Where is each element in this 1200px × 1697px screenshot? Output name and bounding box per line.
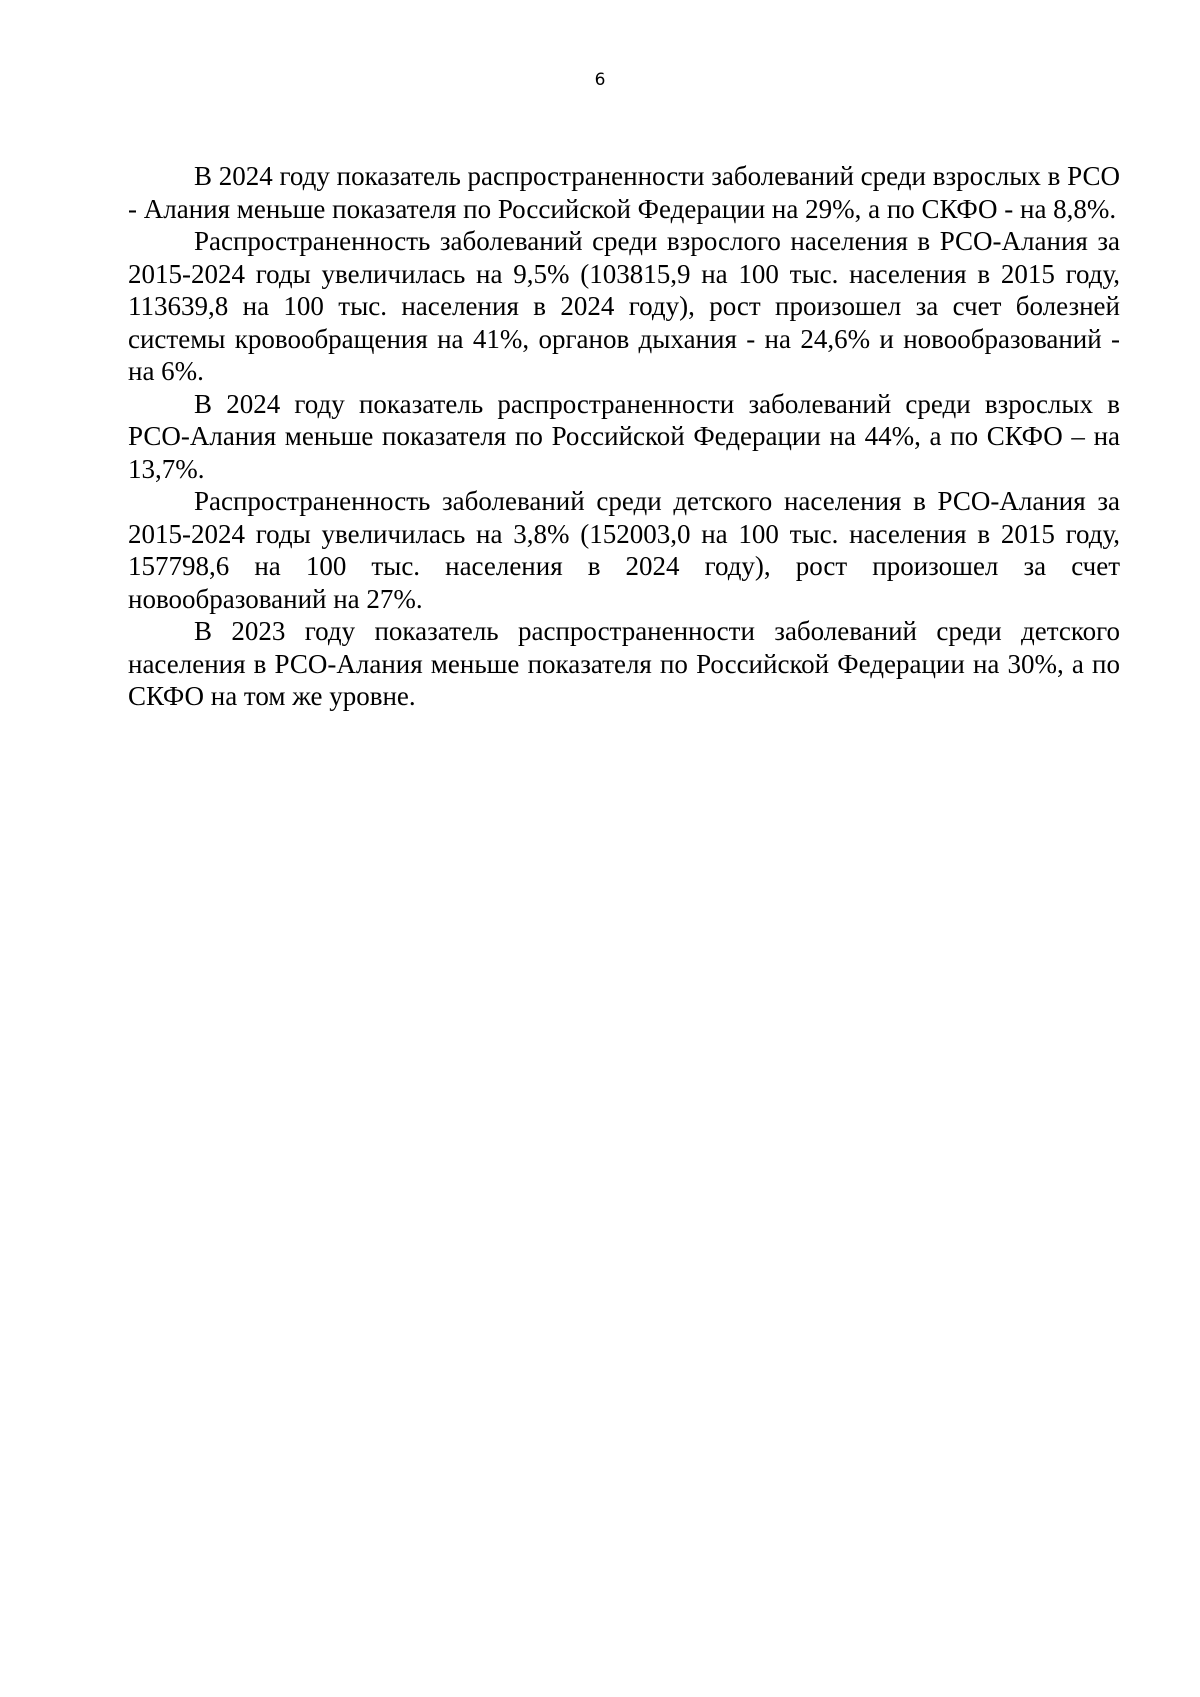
paragraph-adult-prevalence-2024-skfo: В 2024 году показатель распространенности заболеваний среди взрослых в РСО-Алания меньше показателя по Российской Федерации на 44%, а по СКФО – на 13,7%. bbox=[128, 388, 1120, 484]
paragraph-adult-prevalence-2024-rf: В 2024 году показатель распространенности заболеваний среди взрослых в РСО - Алания меньше показателя по Российской Федерации на 29%, а по СКФО - на 8,8%. bbox=[128, 161, 1121, 224]
paragraph-child-prevalence-2023: В 2023 году показатель распространенности заболеваний среди детского населения в РСО-Алания меньше показателя по Российской Федерации на 30%, а по СКФО на том же уровне. bbox=[128, 616, 1120, 711]
document-body bbox=[128, 160, 1120, 713]
paragraph-adult-prevalence-trend: Распространенность заболеваний среди взрослого населения в РСО-Алания за 2015-2024 годы увеличилась на 9,5% (103815,9 на 100 тыс. населения в 2015 году, 113639,8 на 100 тыс. населения в 2024 году), рост произошел за счет болезней системы кровообращения на 41%, органов дыхания - на 24,6% и новообразований - на 6%. bbox=[128, 226, 1120, 386]
page-number: 6 bbox=[594, 70, 606, 90]
paragraph-child-prevalence-trend: Распространенность заболеваний среди детского населения в РСО-Алания за 2015-2024 годы увеличилась на 3,8% (152003,0 на 100 тыс. населения в 2015 году, 157798,6 на 100 тыс. населения в 2024 году), рост произошел за счет новообразований на 27%. bbox=[128, 486, 1120, 614]
